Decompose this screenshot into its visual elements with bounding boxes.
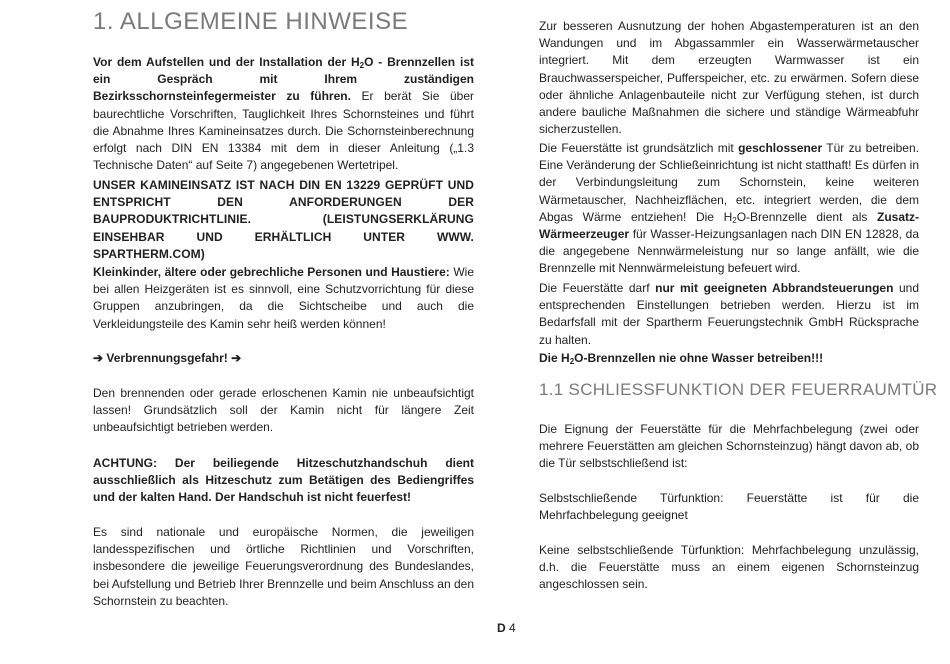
paragraph-supervision: Den brennenden oder gerade erloschenen Kamin nie unbeaufsichtigt lassen! Grundsätzlich soll der Kamin nicht für längere Zeit unbeaufsichtigt betrieben werden. xyxy=(93,386,474,435)
paragraph-water-warning xyxy=(539,350,919,367)
installation-warning-bold: Vor dem Aufstellen und der Installation der $H_2O$ - Brennzellen ist ein Gespräch mit Ihrem zuständigen Bezirksschornsteinfegermeister zu führen. xyxy=(93,55,474,104)
section-letter: D xyxy=(497,621,506,635)
paragraph-combustion-control: Die Feuerstätte darf nur mit geeigneten Abbrandsteuerungen und entsprechenden Einstellungen betrieben werden. Hierzu ist im Bedarfsfall mit der Spartherm Feuerungstechnik GmbH Rücksprache zu halten. xyxy=(539,281,920,347)
paragraph-heat-exchanger: Zur besseren Ausnutzung der hohen Abgastemperaturen ist an den Wandungen und im Abgassammler ein Wasserwärmetauscher integriert. Mit dem erzeugten Warmwasser ist ein Brauchwasserspeicher, Pufferspeicher, etc. zu erwärmen. Sofern diese oder ähnliche Anlagenbauteile nicht zur Verfügung stehen, ist durch andere bauliche Maßnahmen die sichere und ständige Wärmeabfuhr sicherzustellen. xyxy=(539,19,919,137)
children-warning-bold: Kleinkinder, ältere oder gebrechliche Personen und Haustiere: xyxy=(93,265,450,279)
burn-hazard-label: ➔ Verbrennungsgefahr! ➔ xyxy=(93,351,242,365)
water-warning-bold: Die $H_2O$-Brennzellen nie ohne Wasser betreiben!!! xyxy=(539,351,824,366)
paragraph-glove-warning xyxy=(93,455,474,507)
page-number-value: 4 xyxy=(509,621,516,635)
paragraph-self-closing: Selbstschließende Türfunktion: Feuerstätte ist für die Mehrfachbelegung geeignet xyxy=(539,491,919,523)
children-text: Wie bei allen Heizgeräten ist es sinnvoll, eine Schutzvorrichtung für diese Gruppen anzubringen, da die Sichtscheibe und auch die Verkleidungsteile des Kamin sehr heiß werden können! xyxy=(93,265,475,331)
installation-text: Er berät Sie über baurechtliche Vorschriften, Tauglichkeit Ihres Schornsteines und führt die Abnahme Ihres Kamineinsatzes durch. Die Schornsteinberechnung erfolgt nach DIN EN 13384 mit dem in dieser Anleitung („1.3 Technische Daten“ auf Seite 7) angegebenen Wertetripel. xyxy=(93,89,474,173)
combustion-control-emphasis: nur mit geeigneten Abbrandsteuerungen xyxy=(655,281,894,295)
auxiliary-heater-emphasis: Zusatz-Wärmeerzeuger xyxy=(539,209,919,242)
paragraph-certification xyxy=(93,177,474,263)
paragraph-installation xyxy=(93,54,474,174)
page-number xyxy=(497,621,516,635)
paragraph-norms: Es sind nationale und europäische Normen, die jeweiligen landesspezifischen und örtliche Richtlinien und Vorschriften, insbesondere die jeweilige Feuerungsverordnung des Bundeslandes, bei Aufstellung und Betrieb Ihrer Brennzelle und beim Anschluss an den Schornstein zu beachten. xyxy=(93,525,474,608)
closed-emphasis: geschlossener xyxy=(738,141,823,155)
paragraph-children xyxy=(93,264,474,333)
paragraph-multiple-occupancy: Die Eignung der Feuerstätte für die Mehrfachbelegung (zwei oder mehrere Feuerstätten am gleichen Schornsteinzug) hängt davon ab, ob die Tür selbstschließend ist: xyxy=(539,422,919,471)
paragraph-burn-hazard xyxy=(93,350,474,367)
page-heading: 1. ALLGEMEINE HINWEISE xyxy=(93,8,409,35)
section-subheading: 1.1 SCHLIESSFUNKTION DER FEUERRAUMTÜR xyxy=(539,380,938,399)
paragraph-non-self-closing: Keine selbstschließende Türfunktion: Mehrfachbelegung unzulässig, d.h. die Feuerstätte muss an einem eigenen Schornsteinzug angeschlossen sein. xyxy=(539,543,919,592)
certification-notice: UNSER KAMINEINSATZ IST NACH DIN EN 13229 GEPRÜFT UND ENTSPRICHT DEN ANFORDERUNGEN DER BAUPRODUKTRICHTLINIE. (LEISTUNGSERKLÄRUNG EINSEHBAR UND ERHÄLTLICH UNTER WWW. SPARTHERM.COM) xyxy=(93,178,474,261)
paragraph-closed-door: Die Feuerstätte ist grundsätzlich mit geschlossener Tür zu betreiben. Eine Veränderung der Schließeinrichtung ist nicht statthaft! Es dürfen in der Verbindungsleitung zum Schornstein, keine weiteren Wärmetauscher, Nachheizflächen, etc. integriert werden, die dem Abgas Wärme entziehen! Die $H_2O$-Brennzelle dient als Zusatz-Wärmeerzeuger für Wasser-Heizungsanlagen nach DIN EN 12828, da die angegebene Nennwärmeleistung nur so lange anfällt, wie die Brennzelle mit Nennwärmeleistung befeuert wird. xyxy=(539,141,919,276)
glove-warning-bold: ACHTUNG: Der beiliegende Hitzeschutzhandschuh dient ausschließlich als Hitzeschutz zum Betätigen des Bediengriffes und der kalten Hand. Der Handschuh ist nicht feuerfest! xyxy=(93,456,474,505)
